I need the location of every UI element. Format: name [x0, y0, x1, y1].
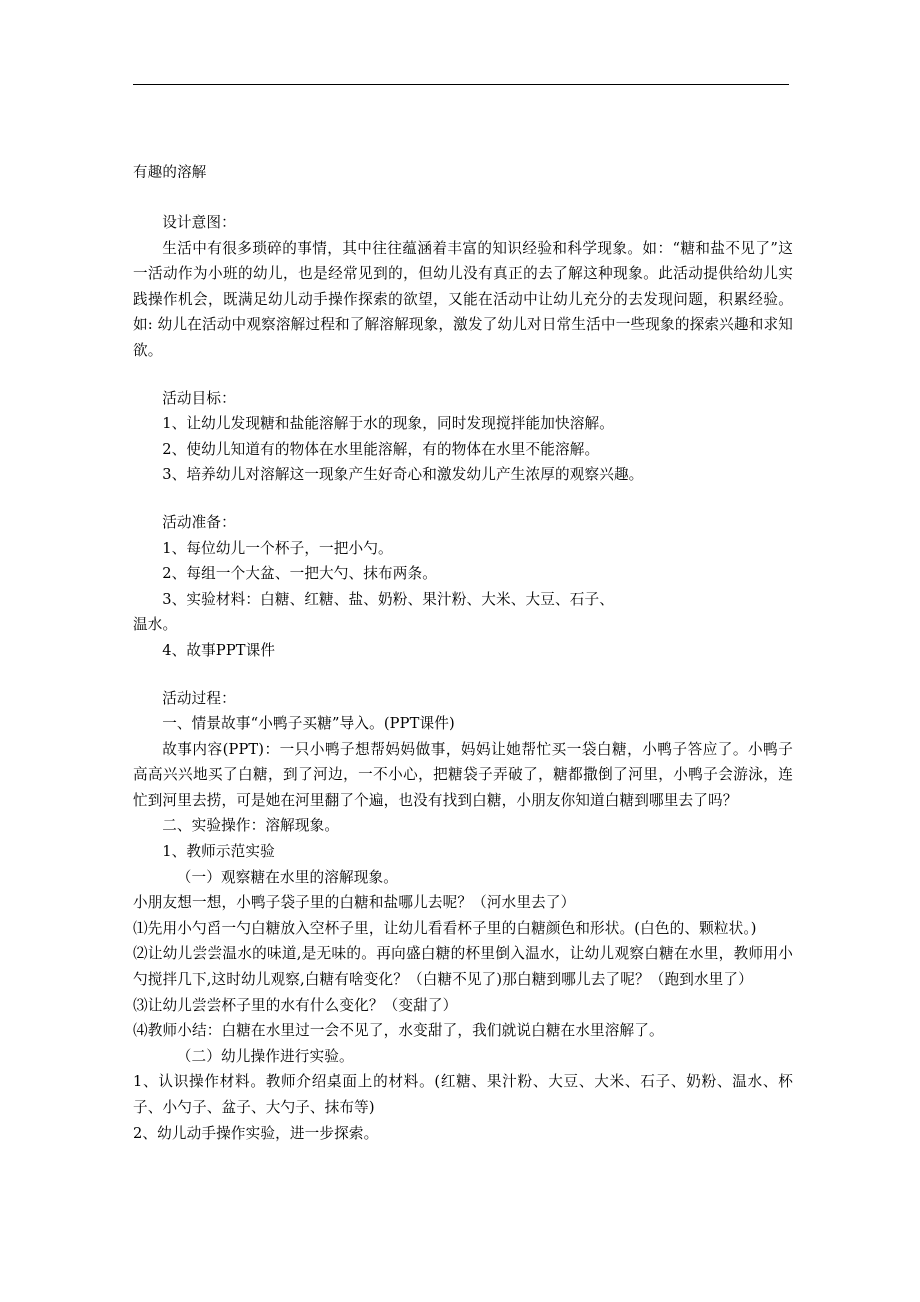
section-paragraph: 二、实验操作：溶解现象。	[162, 817, 340, 835]
section-paragraph: 1、每位幼儿一个杯子，一把小勺。	[162, 539, 393, 557]
section-paragraph: 2、幼儿动手操作实验，进一步探索。	[133, 1124, 379, 1142]
section-heading-design-intent: 设计意图：	[162, 214, 236, 231]
section-paragraph: 一、情景故事“小鸭子买糖”导入。(PPT课件)	[162, 715, 455, 733]
section-paragraph: ⑶让幼儿尝尝杯子里的水有什么变化？（变甜了）	[133, 996, 458, 1014]
section-paragraph: 1、教师示范实验	[162, 843, 275, 861]
section-paragraph: ⑴先用小勺舀一勺白糖放入空杯子里，让幼儿看看杯子里的白糖颜色和形状。(白色的、颗粒状。)	[133, 919, 757, 937]
section-paragraph: 3、实验材料：白糖、红糖、盐、奶粉、果汁粉、大米、大豆、石子、	[162, 590, 614, 608]
section-paragraph: 温水。	[133, 616, 178, 634]
header-rule	[133, 84, 789, 85]
section-paragraph: 故事内容(PPT)：一只小鸭子想帮妈妈做事，妈妈让她帮忙买一袋白糖，小鸭子答应了。小鸭子高高兴兴地买了白糖，到了河边，一不小心，把糖袋子弄破了，糖都撒倒了河里，小鸭子会游泳，连忙到河里去捞，可是她在河里翻了个遍，也没有找到白糖，小朋友你知道白糖到哪里去了吗？	[133, 740, 793, 809]
section-paragraph: （一）观察糖在水里的溶解现象。	[176, 868, 398, 886]
spacer	[133, 364, 793, 386]
section-paragraph: （二）幼儿操作进行实验。	[176, 1047, 354, 1065]
section-paragraph: ⑵让幼儿尝尝温水的味道,是无味的。再向盛白糖的杯里倒入温水，让幼儿观察白糖在水里，教师用小勺搅拌几下,这时幼儿观察,白糖有啥变化？（白糖不见了)那白糖到哪儿去了呢？（跑到水里了）	[133, 945, 793, 989]
section-paragraph: 3、培养幼儿对溶解这一现象产生好奇心和激发幼儿产生浓厚的观察兴趣。	[162, 466, 644, 484]
section-heading-process: 活动过程：	[162, 689, 236, 707]
document-body	[133, 160, 793, 1146]
section-paragraph: 小朋友想一想，小鸭子袋子里的白糖和盐哪儿去呢？（河水里去了）	[133, 894, 576, 912]
section-paragraph: 1、认识操作材料。教师介绍桌面上的材料。(红糖、果汁粉、大豆、大米、石子、奶粉、温水、杯子、小勺子、盆子、大勺子、抹布等)	[133, 1073, 793, 1116]
section-heading-preparation: 活动准备：	[162, 513, 236, 531]
section-paragraph: 4、故事PPT课件	[162, 641, 276, 659]
spacer	[133, 488, 793, 510]
section-heading-objectives: 活动目标：	[162, 389, 236, 407]
section-paragraph: 生活中有很多琐碎的事情，其中往往蕴涵着丰富的知识经验和科学现象。如：“糖和盐不见了”这一活动作为小班的幼儿，也是经常见到的，但幼儿没有真正的去了解这种现象。此活动提供给幼儿实践操作机会，既满足幼儿动手操作探索的欲望，又能在活动中让幼儿充分的去发现问题，积累经验。如: 幼儿在活动中观察溶解过程和了解溶解现象，激发了幼儿对日常生活中一些现象的探索兴趣和求知欲。	[133, 239, 793, 359]
page-title: 有趣的溶解	[133, 165, 207, 181]
section-paragraph: 1、让幼儿发现糖和盐能溶解于水的现象，同时发现搅拌能加快溶解。	[162, 415, 614, 433]
spacer	[133, 664, 793, 686]
section-paragraph: ⑷教师小结：白糖在水里过一会不见了，水变甜了，我们就说白糖在水里溶解了。	[133, 1022, 664, 1040]
section-paragraph: 2、每组一个大盆、一把大勺、抹布两条。	[162, 565, 438, 583]
section-paragraph: 2、使幼儿知道有的物体在水里能溶解，有的物体在水里不能溶解。	[162, 440, 600, 458]
